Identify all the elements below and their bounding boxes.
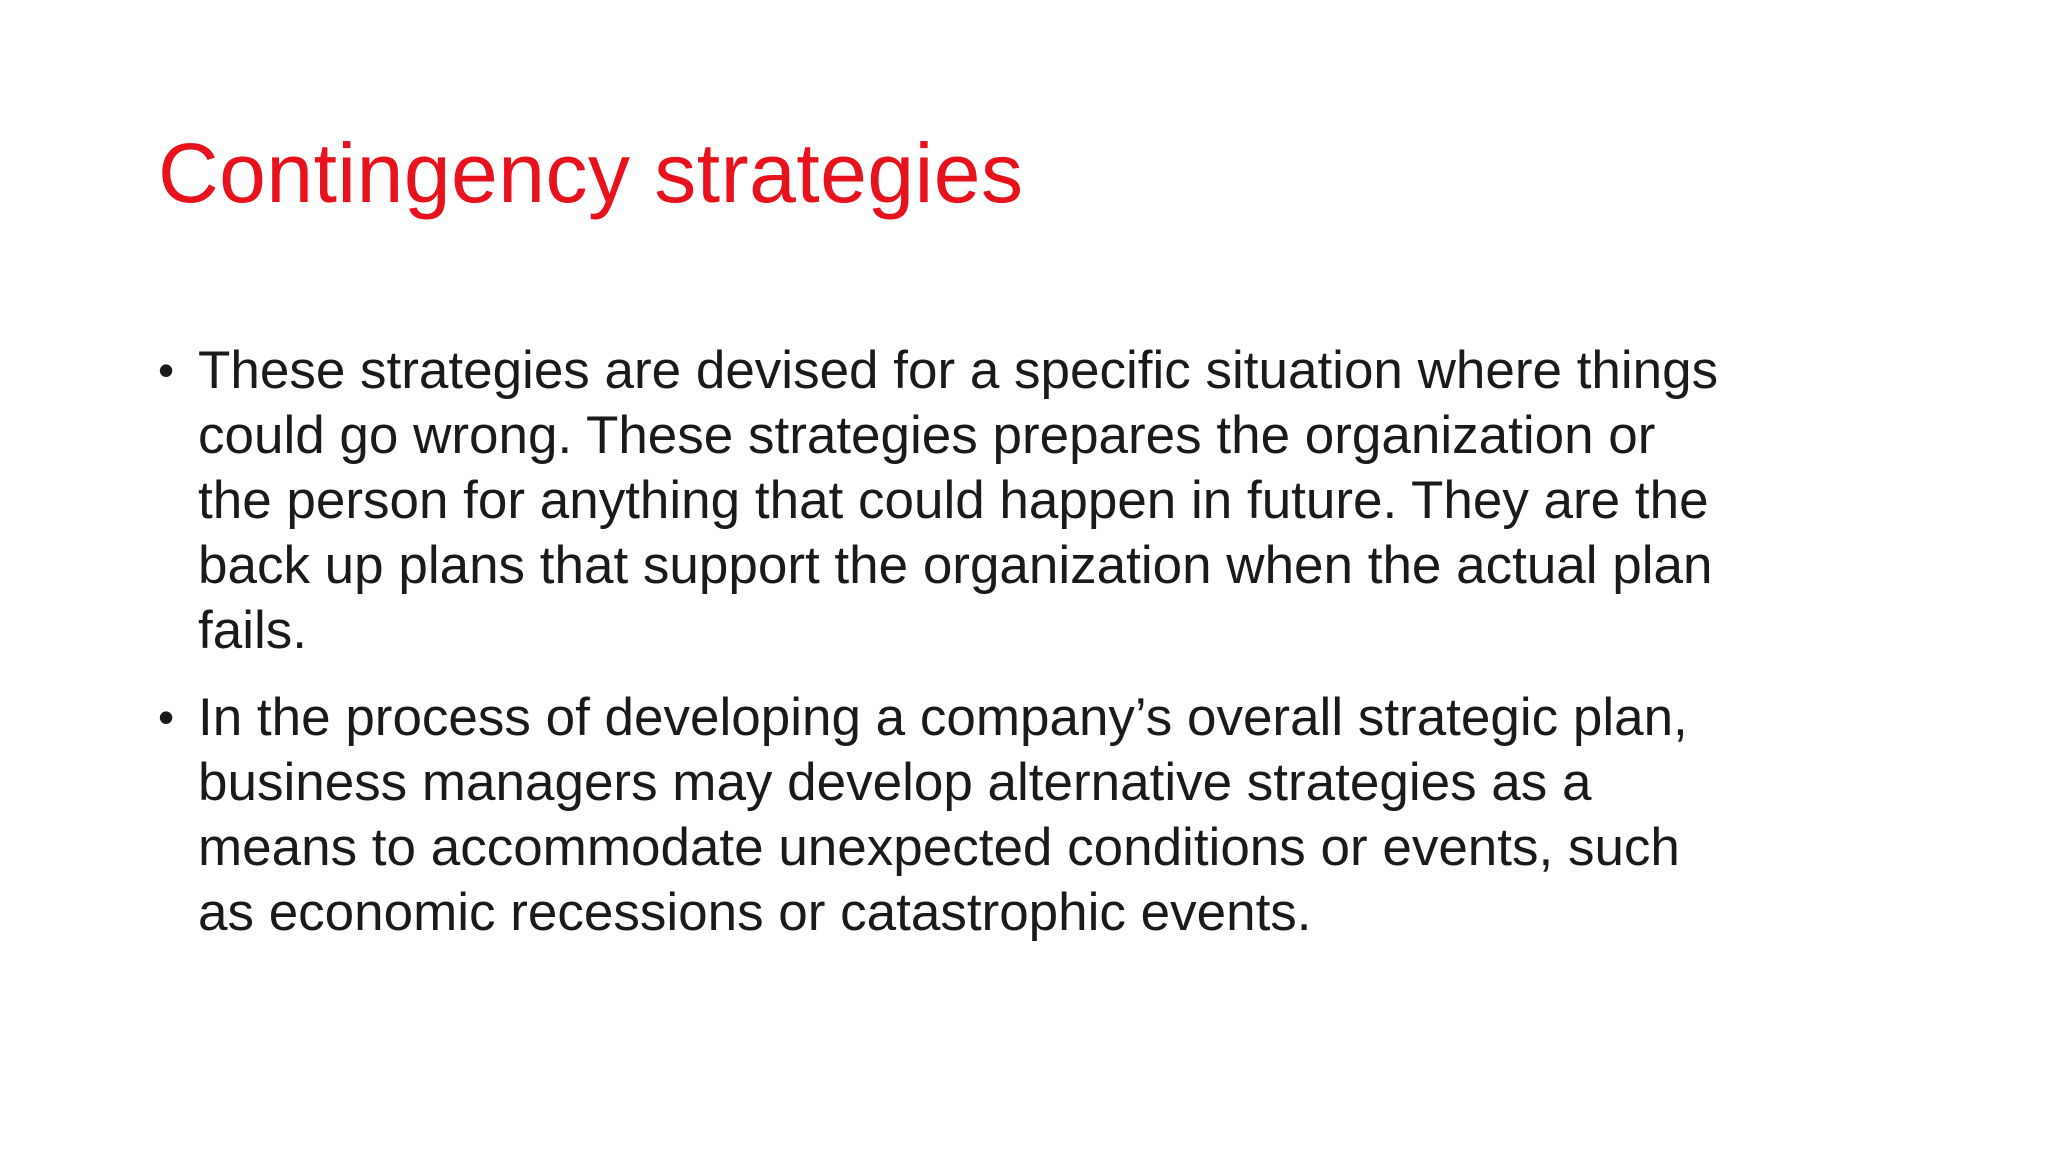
bullet-item-1 [158,338,1738,663]
slide-title: Contingency strategies [158,126,1024,220]
bullet-marker: • [158,344,175,396]
bullet-item-2 [158,685,1738,945]
bullet-text: In the process of developing a company’s overall strategic plan, business managers may develop alternative strategies as a means to accommodate unexpected conditions or events, such as economic recessions or catastrophic events. [198,688,1688,942]
bullet-list [158,338,1738,967]
bullet-marker: • [158,691,175,743]
bullet-text: These strategies are devised for a specific situation where things could go wrong. These strategies prepares the organization or the person for anything that could happen in future. They are the back up plans that support the organization when the actual plan fails. [198,341,1719,660]
